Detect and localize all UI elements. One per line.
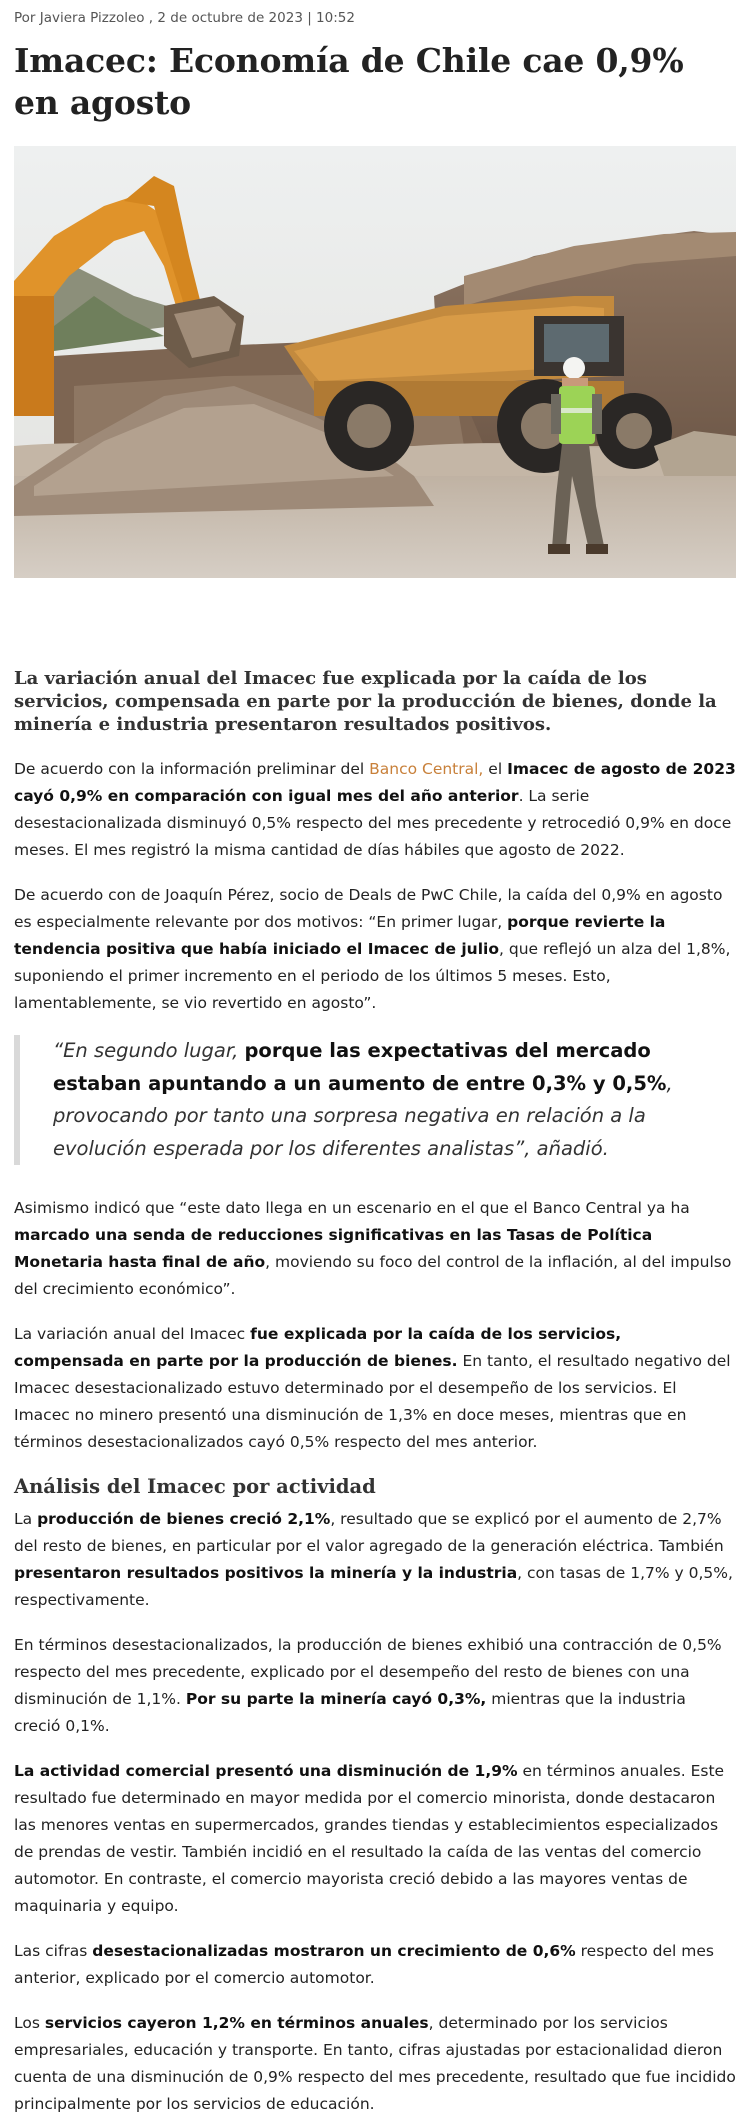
- banco-central-link[interactable]: Banco Central,: [369, 760, 484, 778]
- article-headline: Imacec: Economía de Chile cae 0,9% en agosto: [14, 41, 684, 122]
- paragraph-2: De acuerdo con de Joaquín Pérez, socio de Deals de PwC Chile, la caída del 0,9% en agosto es especialmente relevante por dos motivos: “En primer lugar, porque revierte la tendencia positiva que había iniciado el Imacec de julio, que reflejó un alza del 1,8%, suponiendo el primer incremento en el periodo de los últimos 5 meses. Esto, lamentablemente, se vio revertido en agosto”.: [14, 886, 731, 1012]
- paragraph-1: De acuerdo con la información preliminar del Banco Central, el Imacec de agosto de 2023 cayó 0,9% en comparación con igual mes del año anterior. La serie desestacionalizada disminuyó 0,5% respecto del mes precedente y retrocedió 0,9% en doce meses. El mes registró la misma cantidad de días hábiles que agosto de 2022.: [14, 760, 736, 859]
- paragraph-4: La variación anual del Imacec fue explicada por la caída de los servicios, compensada en parte por la producción de bienes. En tanto, el resultado negativo del Imacec desestacionalizado estuvo determinado por el desempeño de los servicios. El Imacec no minero presentó una disminución de 1,3% en doce meses, mientras que en términos desestacionalizados cayó 0,5% respecto del mes anterior.: [14, 1325, 731, 1451]
- paragraph-3: Asimismo indicó que “este dato llega en un escenario en el que el Banco Central ya ha marcado una senda de reducciones significativas en las Tasas de Política Monetaria hasta final de año, moviendo su foco del control de la inflación, al del impulso del crecimiento económico”.: [14, 1199, 732, 1298]
- hero-image: [14, 146, 736, 578]
- article-lead: La variación anual del Imacec fue explicada por la caída de los servicios, compensada en parte por la producción de bienes, donde la minería e industria presentaron resultados positivos.: [14, 668, 717, 735]
- paragraph-7: La actividad comercial presentó una disminución de 1,9% en términos anuales. Este resultado fue determinado en mayor medida por el comercio minorista, donde destacaron las menores ventas en supermercados, grandes tiendas y establecimientos especializados de prendas de vestir. También incidió en el resultado la caída de las ventas del comercio automotor. En contraste, el comercio mayorista creció debido a las mayores ventas de maquinaria y equipo.: [14, 1762, 725, 1915]
- pull-quote: “En segundo lugar, porque las expectativas del mercado estaban apuntando a un aumento de entre 0,3% y 0,5%, provocando por tanto una sorpresa negativa en relación a la evolución esperada por los diferentes analistas”, añadió.: [14, 1035, 736, 1165]
- section-title: Análisis del Imacec por actividad: [14, 1475, 376, 1498]
- paragraph-6: En términos desestacionalizados, la producción de bienes exhibió una contracción de 0,5% respecto del mes precedente, explicado por el desempeño del resto de bienes con una disminución de 1,1%. Por su parte la minería cayó 0,3%, mientras que la industria creció 0,1%.: [14, 1636, 722, 1735]
- paragraph-5: La producción de bienes creció 2,1%, resultado que se explicó por el aumento de 2,7% del resto de bienes, en particular por el valor agregado de la generación eléctrica. También presentaron resultados positivos la minería y la industria, con tasas de 1,7% y 0,5%, respectivamente.: [14, 1510, 733, 1609]
- byline: Por Javiera Pizzoleo , 2 de octubre de 2023 | 10:52: [14, 10, 355, 26]
- paragraph-8: Las cifras desestacionalizadas mostraron un crecimiento de 0,6% respecto del mes anterior, explicado por el comercio automotor.: [14, 1942, 714, 1987]
- paragraph-9: Los servicios cayeron 1,2% en términos anuales, determinado por los servicios empresariales, educación y transporte. En tanto, cifras ajustadas por estacionalidad dieron cuenta de una disminución de 0,9% respecto del mes precedente, resultado que fue incidido principalmente por los servicios de educación.: [14, 2014, 736, 2113]
